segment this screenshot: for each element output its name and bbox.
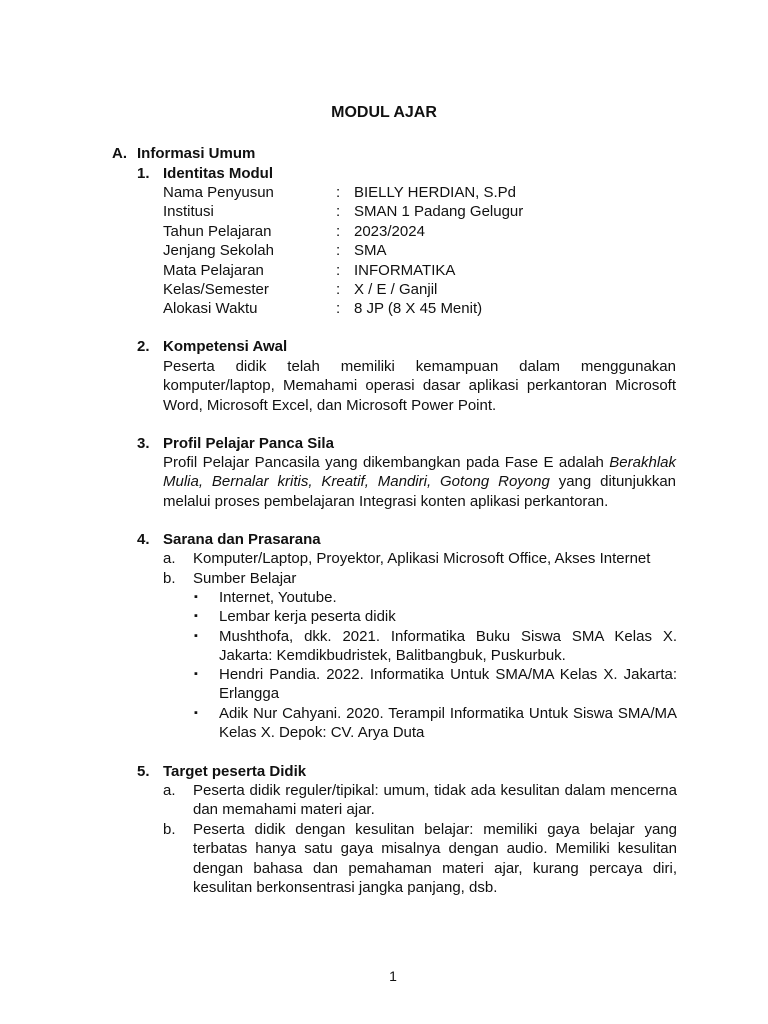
item-5-b-marker: b. [163, 821, 176, 838]
identity-value: SMAN 1 Padang Gelugur [354, 203, 524, 220]
identity-colon: : [336, 262, 341, 279]
section-a-heading: Informasi Umum [137, 145, 256, 162]
item-3-body [163, 453, 676, 511]
item-5-heading: Target peserta Didik [163, 763, 307, 780]
list-item: Mushthofa, dkk. 2021. Informatika Buku Siswa SMA Kelas X. Jakarta: Kemdikbudristek, Balitbangbuk, Puskurbuk. [219, 628, 677, 665]
item-5-a-marker: a. [163, 782, 176, 799]
identity-colon: : [336, 223, 341, 240]
bullet-icon: ▪ [194, 591, 198, 603]
item-4-b-marker: b. [163, 570, 176, 587]
item-3-body-post: yang ditunjukkan melalui proses pembelajaran Integrasi konten aplikasi perkantoran. [163, 473, 677, 510]
bullet-icon: ▪ [194, 630, 198, 642]
item-2-marker: 2. [137, 338, 150, 355]
identity-value: SMA [354, 242, 387, 259]
identity-label: Alokasi Waktu [163, 300, 258, 317]
item-3-heading: Profil Pelajar Panca Sila [163, 435, 334, 452]
list-item: Lembar kerja peserta didik [219, 608, 396, 625]
identity-label: Tahun Pelajaran [163, 223, 272, 240]
bullet-icon: ▪ [194, 668, 198, 680]
identity-value: 2023/2024 [354, 223, 425, 240]
list-item: Adik Nur Cahyani. 2020. Terampil Informatika Untuk Siswa SMA/MA Kelas X. Depok: CV. Arya Duta [219, 705, 677, 742]
item-1-marker: 1. [137, 165, 150, 182]
identity-value: 8 JP (8 X 45 Menit) [354, 300, 483, 317]
item-2-heading: Kompetensi Awal [163, 338, 288, 355]
identity-label: Institusi [163, 203, 214, 220]
section-a-marker: A. [112, 145, 127, 162]
item-4-a-text: Komputer/Laptop, Proyektor, Aplikasi Microsoft Office, Akses Internet [193, 550, 651, 567]
item-4-a-marker: a. [163, 550, 176, 567]
item-1-heading: Identitas Modul [163, 165, 273, 182]
identity-colon: : [336, 184, 341, 201]
identity-value: X / E / Ganjil [354, 281, 438, 298]
list-item: Internet, Youtube. [219, 589, 337, 606]
identity-label: Kelas/Semester [163, 281, 269, 298]
identity-value: BIELLY HERDIAN, S.Pd [354, 184, 517, 201]
identity-colon: : [336, 203, 341, 220]
document-title: MODUL AJAR [331, 104, 437, 121]
item-2-body: Peserta didik telah memiliki kemampuan dalam menggunakan komputer/laptop, Memahami operasi dasar aplikasi perkantoran Microsoft Word, Microsoft Excel, dan Microsoft Power Point. [163, 358, 676, 414]
item-4-marker: 4. [137, 531, 150, 548]
identity-colon: : [336, 242, 341, 259]
identity-colon: : [336, 281, 341, 298]
bullet-icon: ▪ [194, 610, 198, 622]
item-5-a-text: Peserta didik reguler/tipikal: umum, tidak ada kesulitan dalam mencerna dan memahami materi ajar. [193, 782, 677, 819]
item-5-marker: 5. [137, 763, 150, 780]
page-number: 1 [389, 968, 397, 984]
identity-colon: : [336, 300, 341, 317]
identity-label: Jenjang Sekolah [163, 242, 274, 259]
item-3-marker: 3. [137, 435, 150, 452]
item-3-body-italic: Berakhlak Mulia, Bernalar kritis, Kreatif, Mandiri, Gotong Royong [163, 454, 676, 491]
list-item: Hendri Pandia. 2022. Informatika Untuk SMA/MA Kelas X. Jakarta: Erlangga [219, 666, 677, 703]
identity-label: Nama Penyusun [163, 184, 274, 201]
bullet-icon: ▪ [194, 707, 198, 719]
item-3-body-pre: Profil Pelajar Pancasila yang dikembangkan pada Fase E adalah [163, 454, 610, 471]
item-5-b-text: Peserta didik dengan kesulitan belajar: memiliki gaya belajar yang terbatas hanya satu gaya misalnya dengan audio. Memiliki kesulitan dengan bahasa dan pemahaman materi ajar, kurang percaya diri, kesulitan berkonsentrasi jangka panjang, dsb. [193, 821, 677, 897]
identity-label: Mata Pelajaran [163, 262, 264, 279]
item-4-b-text: Sumber Belajar [193, 570, 297, 587]
identity-value: INFORMATIKA [354, 262, 456, 279]
item-4-heading: Sarana dan Prasarana [163, 531, 321, 548]
